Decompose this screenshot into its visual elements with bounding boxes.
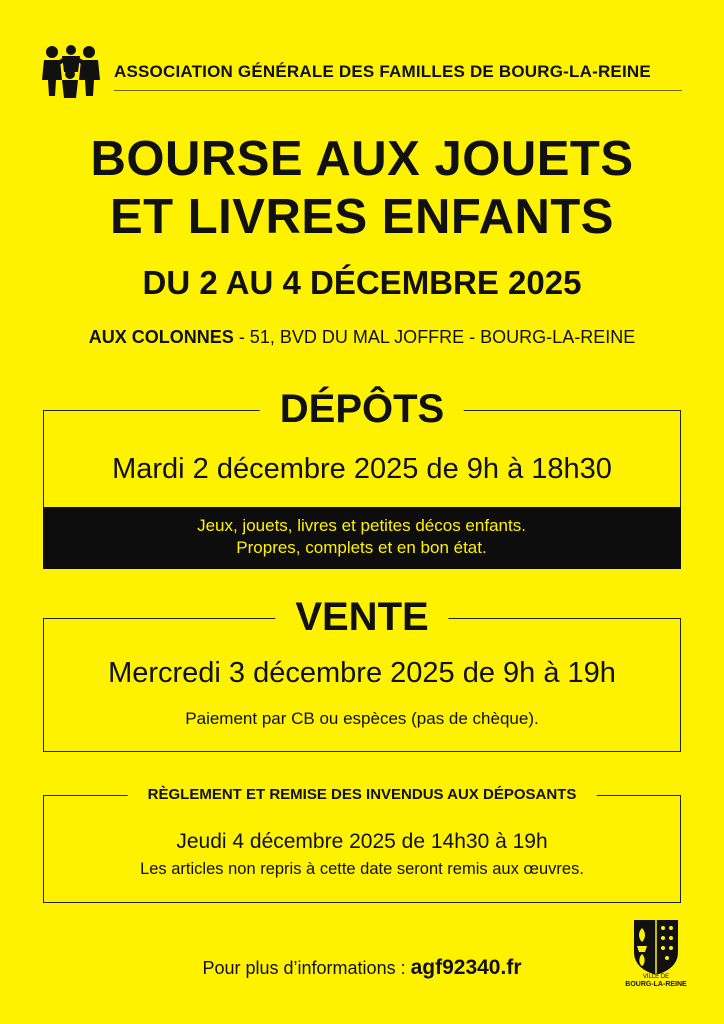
- depots-conditions-line1: Jeux, jouets, livres et petites décos enfants.: [197, 516, 526, 535]
- depots-title: DÉPÔTS: [260, 387, 464, 431]
- reglement-section: [43, 786, 681, 903]
- reglement-date: Jeudi 4 décembre 2025 de 14h30 à 19h: [176, 830, 548, 853]
- depots-date: Mardi 2 décembre 2025 de 9h à 18h30: [112, 453, 612, 485]
- event-title-line2: ET LIVRES ENFANTS: [109, 190, 614, 244]
- header-divider: [114, 90, 682, 91]
- vente-payment: Paiement par CB ou espèces (pas de chèque).: [185, 709, 539, 728]
- website-link[interactable]: agf92340.fr: [410, 956, 522, 979]
- vente-title: VENTE: [275, 595, 448, 639]
- event-address: [0, 327, 724, 348]
- event-dates: DU 2 AU 4 DÉCEMBRE 2025: [142, 264, 582, 301]
- reglement-title: RÈGLEMENT ET REMISE DES INVENDUS AUX DÉPOSANTS: [128, 786, 597, 804]
- vente-date: Mercredi 3 décembre 2025 de 9h à 19h: [108, 657, 616, 689]
- header: [42, 42, 682, 94]
- city-caption-small: VILLE DE: [642, 974, 670, 980]
- city-logo-caption: [622, 974, 690, 989]
- footer-prefix: Pour plus d’informations :: [202, 958, 411, 978]
- venue-address: - 51, BVD DU MAL JOFFRE - BOURG-LA-REINE: [233, 327, 636, 347]
- depots-conditions-line2: Propres, complets et en bon état.: [236, 538, 487, 557]
- footer-info: [0, 956, 724, 980]
- city-coat-of-arms-icon: [630, 918, 682, 976]
- organization-name: ASSOCIATION GÉNÉRALE DES FAMILLES DE BOURG-LA-REINE: [114, 62, 651, 81]
- family-group-icon: [42, 44, 100, 100]
- vente-section: [43, 595, 681, 752]
- venue-name: AUX COLONNES: [88, 327, 234, 347]
- depots-conditions-band: [43, 507, 681, 569]
- reglement-note: Les articles non repris à cette date seront remis aux œuvres.: [140, 860, 584, 878]
- city-caption-name: BOURG-LA-REINE: [625, 981, 687, 988]
- event-title-line1: BOURSE AUX JOUETS: [90, 132, 634, 186]
- depots-section: [43, 387, 681, 568]
